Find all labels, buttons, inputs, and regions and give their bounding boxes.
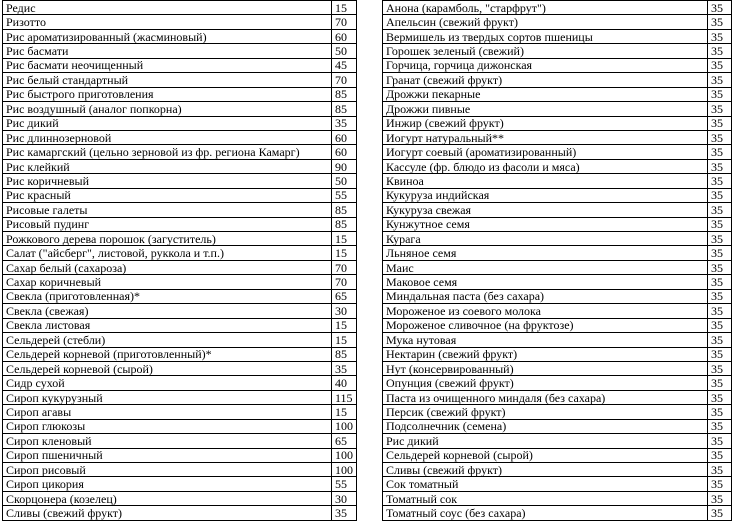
glycemic-index-cell: 35: [708, 275, 732, 289]
glycemic-index-cell: 70: [332, 73, 357, 87]
food-name-cell: Мороженое из соевого молока: [383, 304, 708, 318]
table-row: [383, 116, 732, 130]
table-row: [383, 347, 732, 361]
table-row: [3, 405, 357, 419]
food-name-cell: Рис камаргский (цельно зерновой из фр. региона Камарг): [3, 145, 332, 159]
food-name-cell: Сливы (свежий фрукт): [3, 506, 332, 520]
food-name-cell: Рис белый стандартный: [3, 73, 332, 87]
food-name-cell: Сливы (свежий фрукт): [383, 463, 708, 477]
glycemic-index-cell: 70: [332, 275, 357, 289]
glycemic-index-cell: 35: [708, 333, 732, 347]
food-name-cell: Рис быстрого приготовления: [3, 87, 332, 101]
food-name-cell: Вермишель из твердых сортов пшеницы: [383, 29, 708, 43]
food-name-cell: Сельдерей корневой (приготовленный)*: [3, 347, 332, 361]
glycemic-index-cell: 50: [332, 174, 357, 188]
glycemic-index-cell: 35: [708, 102, 732, 116]
food-name-cell: Рис клейкий: [3, 159, 332, 173]
food-name-cell: Опунция (свежий фрукт): [383, 376, 708, 390]
food-name-cell: Рис басмати: [3, 44, 332, 58]
glycemic-index-cell: 50: [332, 44, 357, 58]
table-row: [3, 130, 357, 144]
glycemic-index-cell: 85: [332, 87, 357, 101]
glycemic-index-cell: 35: [708, 390, 732, 404]
table-row: [383, 73, 732, 87]
glycemic-index-cell: 70: [332, 15, 357, 29]
food-name-cell: Сельдерей (стебли): [3, 333, 332, 347]
food-name-cell: Рис дикий: [3, 116, 332, 130]
food-name-cell: Рис красный: [3, 188, 332, 202]
food-name-cell: Мука нутовая: [383, 333, 708, 347]
glycemic-index-cell: 35: [708, 448, 732, 462]
table-row: [3, 102, 357, 116]
table-row: [383, 419, 732, 433]
glycemic-index-cell: 30: [332, 491, 357, 505]
glycemic-index-cell: 85: [332, 217, 357, 231]
glycemic-index-cell: 35: [708, 73, 732, 87]
glycemic-index-cell: 35: [332, 116, 357, 130]
table-row: [383, 448, 732, 462]
glycemic-index-cell: 35: [708, 477, 732, 491]
table-row: [3, 419, 357, 433]
table-row: [3, 448, 357, 462]
table-row: [3, 477, 357, 491]
food-name-cell: Сидр сухой: [3, 376, 332, 390]
glycemic-index-cell: 40: [332, 376, 357, 390]
table-row: [3, 491, 357, 505]
glycemic-index-cell: 35: [708, 87, 732, 101]
glycemic-index-cell: 35: [708, 44, 732, 58]
table-row: [383, 434, 732, 448]
table-row: [3, 260, 357, 274]
glycemic-index-cell: 65: [332, 434, 357, 448]
table-row: [383, 159, 732, 173]
table-row: [383, 217, 732, 231]
table-row: [3, 347, 357, 361]
table-row: [3, 58, 357, 72]
food-name-cell: Рисовые галеты: [3, 203, 332, 217]
table-body-left: [3, 1, 357, 521]
glycemic-index-cell: 55: [332, 188, 357, 202]
table-row: [3, 44, 357, 58]
glycemic-index-cell: 35: [708, 1, 732, 15]
glycemic-index-cell: 115: [332, 390, 357, 404]
table-row: [383, 1, 732, 15]
table-row: [3, 434, 357, 448]
glycemic-index-cell: 60: [332, 29, 357, 43]
glycemic-index-cell: 35: [708, 463, 732, 477]
table-row: [3, 174, 357, 188]
table-row: [383, 376, 732, 390]
glycemic-index-cell: 35: [708, 217, 732, 231]
table-row: [3, 333, 357, 347]
glycemic-index-cell: 60: [332, 145, 357, 159]
glycemic-index-cell: 15: [332, 232, 357, 246]
glycemic-index-cell: 35: [708, 347, 732, 361]
glycemic-index-cell: 35: [708, 491, 732, 505]
food-name-cell: Ризотто: [3, 15, 332, 29]
table-row: [383, 232, 732, 246]
table-row: [383, 477, 732, 491]
table-row: [383, 29, 732, 43]
glycemic-index-cell: 35: [708, 506, 732, 520]
glycemic-index-cell: 85: [332, 347, 357, 361]
food-name-cell: Свекла (свежая): [3, 304, 332, 318]
table-row: [383, 333, 732, 347]
glycemic-index-cell: 35: [708, 246, 732, 260]
food-name-cell: Рис басмати неочищенный: [3, 58, 332, 72]
table-row: [3, 217, 357, 231]
food-name-cell: Сироп цикория: [3, 477, 332, 491]
food-name-cell: Рис дикий: [383, 434, 708, 448]
table-row: [383, 145, 732, 159]
glycemic-index-cell: 35: [708, 361, 732, 375]
glycemic-index-cell: 35: [708, 434, 732, 448]
glycemic-index-cell: 35: [708, 203, 732, 217]
table-row: [383, 44, 732, 58]
table-row: [383, 463, 732, 477]
glycemic-index-cell: 15: [332, 1, 357, 15]
table-row: [383, 361, 732, 375]
table-row: [3, 361, 357, 375]
glycemic-index-cell: 100: [332, 448, 357, 462]
glycemic-index-cell: 35: [708, 304, 732, 318]
food-name-cell: Редис: [3, 1, 332, 15]
glycemic-index-cell: 100: [332, 419, 357, 433]
glycemic-index-cell: 35: [708, 405, 732, 419]
table-row: [383, 390, 732, 404]
table-row: [383, 130, 732, 144]
food-name-cell: Нектарин (свежий фрукт): [383, 347, 708, 361]
food-name-cell: Дрожжи пекарные: [383, 87, 708, 101]
food-name-cell: Подсолнечник (семена): [383, 419, 708, 433]
table-row: [3, 376, 357, 390]
table-row: [383, 405, 732, 419]
food-name-cell: Сахар белый (сахароза): [3, 260, 332, 274]
food-name-cell: Сироп кленовый: [3, 434, 332, 448]
food-name-cell: Нут (консервированный): [383, 361, 708, 375]
table-row: [3, 246, 357, 260]
glycemic-index-cell: 35: [708, 188, 732, 202]
table-row: [3, 506, 357, 520]
table-row: [3, 232, 357, 246]
food-name-cell: Персик (свежий фрукт): [383, 405, 708, 419]
glycemic-index-cell: 35: [708, 376, 732, 390]
glycemic-index-cell: 35: [708, 419, 732, 433]
food-name-cell: Паста из очищенного миндаля (без сахара): [383, 390, 708, 404]
food-name-cell: Сахар коричневый: [3, 275, 332, 289]
food-name-cell: Кукуруза индийская: [383, 188, 708, 202]
glycemic-index-cell: 35: [708, 15, 732, 29]
table-row: [383, 318, 732, 332]
glycemic-index-cell: 30: [332, 304, 357, 318]
food-name-cell: Свекла (приготовленная)*: [3, 289, 332, 303]
food-name-cell: Рис коричневый: [3, 174, 332, 188]
food-name-cell: Сироп пшеничный: [3, 448, 332, 462]
food-name-cell: Сироп глюкозы: [3, 419, 332, 433]
table-row: [383, 246, 732, 260]
food-name-cell: Сироп кукурузный: [3, 390, 332, 404]
glycemic-index-cell: 35: [708, 289, 732, 303]
table-row: [3, 73, 357, 87]
food-name-cell: Сироп рисовый: [3, 463, 332, 477]
glycemic-index-cell: 35: [708, 174, 732, 188]
glycemic-index-cell: 45: [332, 58, 357, 72]
glycemic-index-cell: 35: [708, 318, 732, 332]
glycemic-index-cell: 60: [332, 130, 357, 144]
glycemic-index-cell: 35: [708, 58, 732, 72]
food-name-cell: Маковое семя: [383, 275, 708, 289]
table-row: [383, 304, 732, 318]
food-name-cell: Иогурт соевый (ароматизированный): [383, 145, 708, 159]
glycemic-index-cell: 15: [332, 405, 357, 419]
table-row: [3, 188, 357, 202]
table-row: [383, 58, 732, 72]
food-name-cell: Инжир (свежий фрукт): [383, 116, 708, 130]
table-row: [3, 275, 357, 289]
food-name-cell: Горошек зеленый (свежий): [383, 44, 708, 58]
food-name-cell: Скорцонера (козелец): [3, 491, 332, 505]
glycemic-index-table-left: [2, 0, 357, 521]
table-row: [383, 188, 732, 202]
table-row: [3, 318, 357, 332]
glycemic-index-cell: 35: [332, 361, 357, 375]
table-row: [383, 203, 732, 217]
food-name-cell: Кунжутное семя: [383, 217, 708, 231]
table-row: [383, 15, 732, 29]
glycemic-index-cell: 15: [332, 246, 357, 260]
glycemic-index-cell: 100: [332, 463, 357, 477]
table-row: [3, 29, 357, 43]
food-name-cell: Томатный сок: [383, 491, 708, 505]
food-name-cell: Гранат (свежий фрукт): [383, 73, 708, 87]
table-row: [3, 463, 357, 477]
food-name-cell: Кукуруза свежая: [383, 203, 708, 217]
food-name-cell: Сельдерей корневой (сырой): [3, 361, 332, 375]
food-name-cell: Салат ("айсберг", листовой, руккола и т.п.): [3, 246, 332, 260]
food-name-cell: Кассуле (фр. блюдо из фасоли и мяса): [383, 159, 708, 173]
glycemic-index-cell: 35: [708, 116, 732, 130]
food-name-cell: Апельсин (свежий фрукт): [383, 15, 708, 29]
glycemic-index-cell: 35: [708, 130, 732, 144]
food-name-cell: Анона (карамболь, "старфрут"): [383, 1, 708, 15]
table-row: [383, 260, 732, 274]
glycemic-index-cell: 15: [332, 333, 357, 347]
food-name-cell: Горчица, горчица дижонская: [383, 58, 708, 72]
table-row: [3, 203, 357, 217]
glycemic-index-cell: 65: [332, 289, 357, 303]
food-name-cell: Мороженое сливочное (на фруктозе): [383, 318, 708, 332]
food-name-cell: Миндальная паста (без сахара): [383, 289, 708, 303]
table-row: [383, 102, 732, 116]
food-name-cell: Квиноа: [383, 174, 708, 188]
table-row: [383, 87, 732, 101]
glycemic-index-cell: 35: [708, 145, 732, 159]
glycemic-index-cell: 35: [332, 506, 357, 520]
table-row: [3, 145, 357, 159]
table-row: [3, 87, 357, 101]
food-name-cell: Томатный соус (без сахара): [383, 506, 708, 520]
table-row: [383, 289, 732, 303]
table-row: [3, 304, 357, 318]
table-row: [383, 506, 732, 520]
food-name-cell: Рис ароматизированный (жасминовый): [3, 29, 332, 43]
food-name-cell: Маис: [383, 260, 708, 274]
food-name-cell: Сироп агавы: [3, 405, 332, 419]
glycemic-index-cell: 90: [332, 159, 357, 173]
food-name-cell: Льняное семя: [383, 246, 708, 260]
food-name-cell: Рис длиннозерновой: [3, 130, 332, 144]
food-name-cell: Свекла листовая: [3, 318, 332, 332]
food-name-cell: Рис воздушный (аналог попкорна): [3, 102, 332, 116]
table-row: [383, 174, 732, 188]
table-row: [3, 390, 357, 404]
table-row: [3, 15, 357, 29]
glycemic-index-table-right: [382, 0, 732, 521]
glycemic-index-cell: 55: [332, 477, 357, 491]
table-row: [3, 116, 357, 130]
food-name-cell: Дрожжи пивные: [383, 102, 708, 116]
table-row: [383, 275, 732, 289]
glycemic-index-cell: 35: [708, 260, 732, 274]
food-name-cell: Сельдерей корневой (сырой): [383, 448, 708, 462]
table-row: [383, 491, 732, 505]
glycemic-index-cell: 35: [708, 159, 732, 173]
glycemic-index-cell: 35: [708, 232, 732, 246]
food-name-cell: Иогурт натуральный**: [383, 130, 708, 144]
food-name-cell: Сок томатный: [383, 477, 708, 491]
glycemic-index-cell: 35: [708, 29, 732, 43]
glycemic-index-cell: 85: [332, 102, 357, 116]
table-body-right: [383, 1, 732, 521]
glycemic-index-cell: 85: [332, 203, 357, 217]
table-row: [3, 159, 357, 173]
table-row: [3, 1, 357, 15]
food-name-cell: Рожкового дерева порошок (загуститель): [3, 232, 332, 246]
table-row: [3, 289, 357, 303]
glycemic-index-cell: 70: [332, 260, 357, 274]
food-name-cell: Рисовый пудинг: [3, 217, 332, 231]
food-name-cell: Курага: [383, 232, 708, 246]
glycemic-index-cell: 15: [332, 318, 357, 332]
